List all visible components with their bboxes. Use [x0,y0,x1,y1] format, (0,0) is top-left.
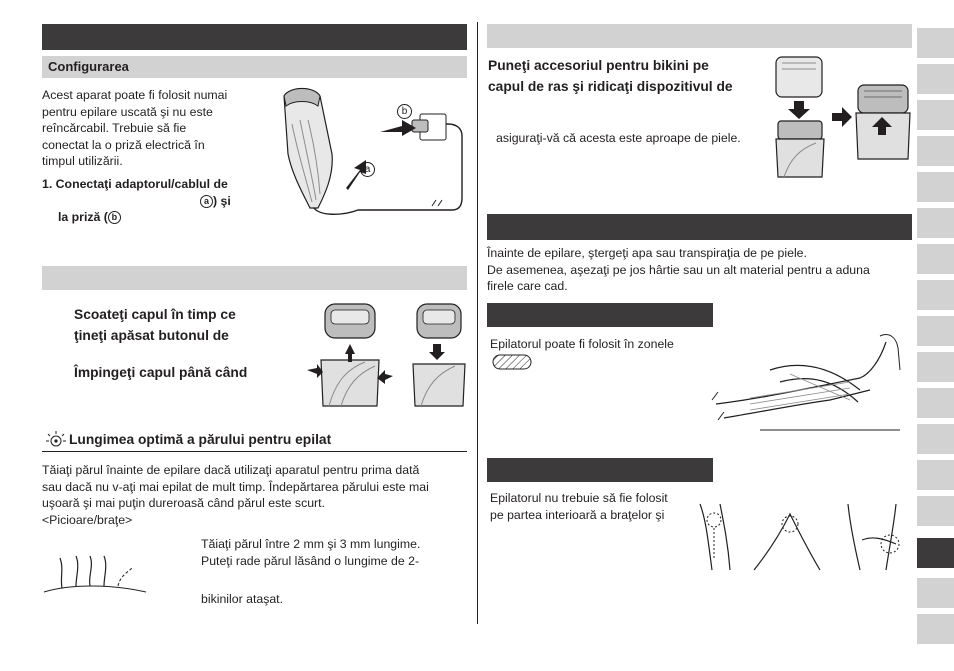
fig-label-a: a [360,161,375,178]
restricted-zones-illustration [690,500,912,572]
side-tab-5[interactable] [917,172,954,202]
hair-heading-rule [42,451,467,452]
head-instructions: Scoateţi capul în timp ce ţineţi apăsat butonul de Împingeţi capul până când [74,307,248,380]
side-tab-2[interactable] [917,64,954,94]
head-section-bar [42,266,467,290]
label-a-marker: a [200,195,213,208]
epilator-cord-illustration [262,84,472,234]
legs-zone-illustration [710,330,910,440]
zones-text: Epilatorul poate fi folosit în zonele [490,337,674,351]
setup-paragraph: Acest aparat poate fi folosit numai pentru epilare uscată şi nu este reîncărcabil. Trebuie să fie conectat la o priză electrică în timpul utilizării. [42,88,228,168]
side-tab-11[interactable] [917,388,954,418]
side-tab-7[interactable] [917,244,954,274]
side-tab-10[interactable] [917,352,954,382]
hair-tips: Tăiaţi părul între 2 mm şi 3 mm lungime. Puteţi rade părul lăsând o lungime de 2- bikinilor ataşat. [201,537,421,606]
nozones-text: Epilatorul nu trebuie să fie folosit pe partea interioară a braţelor şi [490,491,668,522]
side-tab-15-active[interactable] [917,538,954,568]
side-tab-9[interactable] [917,316,954,346]
column-divider [477,22,478,624]
hatched-area-swatch [492,354,532,370]
side-tab-17[interactable] [917,614,954,644]
nozones-subsection-bar [487,458,713,482]
setup-subheading: Configurarea [42,56,467,78]
side-tab-16[interactable] [917,578,954,608]
bikini-instructions: Puneţi accesoriul pentru bikini pe capul de ras şi ridicaţi dispozitivul de [488,58,733,94]
side-tab-1[interactable] [917,28,954,58]
bikini-accessory-illustration [768,55,913,190]
side-tab-4[interactable] [917,136,954,166]
prep-paragraph: Înainte de epilare, ştergeţi apa sau transpiraţia de pe piele. De asemenea, aşezaţi pe jos hârtie sau un alt material pentru a aduna firele care cad. [487,246,870,293]
hair-illustration [40,548,150,598]
fig-label-b: b [397,103,412,120]
side-tab-8[interactable] [917,280,954,310]
label-b-marker: b [108,211,121,224]
side-tab-13[interactable] [917,460,954,490]
prep-section-bar [487,214,912,240]
bikini-section-bar [487,24,912,48]
setup-step-1: 1. Conectaţi adaptorul/cablul de a ) şi la priză ( b [42,177,231,224]
side-tab-12[interactable] [917,424,954,454]
head-removal-illustration [305,300,475,410]
bikini-note: asiguraţi-vă că acesta este aproape de piele. [496,131,741,145]
section-header-bar-left [42,24,467,50]
hair-paragraph: Tăiaţi părul înainte de epilare dacă utilizaţi aparatul pentru prima dată sau dacă nu v-aţi mai epilat de mult timp. Îndepărtarea părului este mai uşoară şi mai puţin dureroasă când părul este scurt. <Picioare/braţe> [42,463,429,527]
zones-subsection-bar [487,303,713,327]
lightbulb-icon [45,429,67,451]
side-tab-14[interactable] [917,496,954,526]
side-tab-3[interactable] [917,100,954,130]
hair-length-heading: Lungimea optimă a părului pentru epilat [69,432,332,447]
side-tab-6[interactable] [917,208,954,238]
